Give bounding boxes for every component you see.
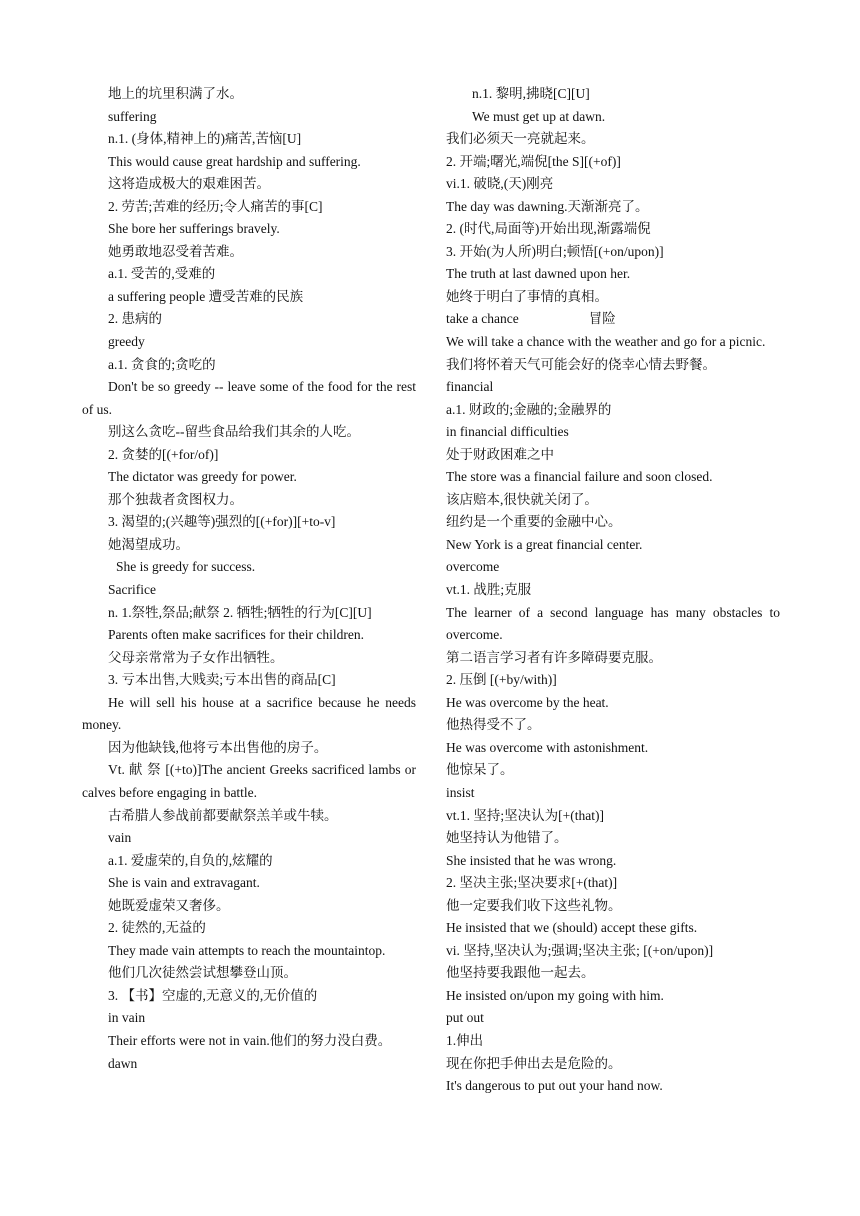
left-text-line: 父母亲常常为子女作出牺牲。: [108, 649, 284, 665]
left-text-line: Sacrifice: [108, 582, 156, 598]
right-text-line: n.1. 黎明,拂晓[C][U]: [472, 86, 590, 101]
left-text-line: 古希腊人参战前都要献祭羔羊或牛犊。: [108, 807, 338, 823]
right-text-line: a.1. 财政的;金融的;金融界的: [446, 401, 612, 417]
right-text-line: 纽约是一个重要的金融中心。: [446, 514, 622, 530]
left-text-line: a suffering people 遭受苦难的民族: [108, 288, 304, 304]
right-text-line: The day was dawning.天渐渐亮了。: [446, 198, 649, 214]
left-text-line: 3. 【书】空虚的,无意义的,无价值的: [108, 987, 318, 1003]
left-text-line: a.1. 贪食的;贪吃的: [108, 356, 216, 372]
left-text-line: 地上的坑里积满了水。: [108, 86, 243, 101]
phrase-term: take a chance: [446, 311, 519, 327]
left-text-line: 她渴望成功。: [108, 536, 189, 552]
right-paragraph: The learner of a second language has many obstacles to overcome.: [446, 604, 780, 643]
left-text-line: 2. 徒然的,无益的: [108, 920, 206, 936]
right-text-line: The truth at last dawned upon her.: [446, 266, 631, 282]
right-text-line: put out: [446, 1010, 484, 1026]
left-paragraph: Their efforts were not in vain.他们的努力没白费。: [108, 1032, 392, 1048]
left-text-line: Parents often make sacrifices for their children.: [108, 627, 365, 643]
right-text-line: 他坚持要我跟他一起去。: [446, 965, 595, 981]
right-text-line: 1.伸出: [446, 1032, 484, 1048]
left-text-line: in vain: [108, 1010, 146, 1026]
right-text-line: 2. 坚决主张;坚决要求[+(that)]: [446, 875, 618, 891]
right-text-line: He was overcome with astonishment.: [446, 739, 649, 755]
right-text-line: 现在你把手伸出去是危险的。: [446, 1055, 622, 1071]
left-text-line: 那个独裁者贪图权力。: [108, 491, 243, 507]
left-text-line: 3. 亏本出售,大贱卖;亏本出售的商品[C]: [108, 672, 336, 688]
left-text-line: 这将造成极大的艰难困苦。: [108, 176, 270, 192]
left-text-line: 3. 渴望的;(兴趣等)强烈的[(+for)][+to-v]: [108, 514, 336, 530]
left-text-line: greedy: [108, 334, 145, 350]
left-text-line: The dictator was greedy for power.: [108, 469, 297, 485]
right-text-line: financial: [446, 379, 494, 395]
right-text-line: 处于财政困难之中: [446, 446, 554, 462]
right-text-line: 他热得受不了。: [446, 717, 541, 733]
left-text-line: She is greedy for success.: [116, 559, 256, 575]
left-text-line: 别这么贪吃--留些食品给我们其余的人吃。: [108, 424, 360, 440]
left-text-line: 他们几次徒然尝试想攀登山顶。: [108, 965, 297, 981]
left-paragraph: Don't be so greedy -- leave some of the food for the rest of us.: [82, 379, 416, 417]
right-text-line: He insisted on/upon my going with him.: [446, 987, 664, 1003]
left-text-line: 她既爱虚荣又奢侈。: [108, 897, 230, 913]
right-text-line: 2. (时代,局面等)开始出现,渐露端倪: [446, 221, 651, 237]
right-column: [446, 83, 780, 1098]
left-paragraph: Vt. 献 祭 [(+to)]The ancient Greeks sacrificed lambs or calves before engaging in battle.: [82, 762, 416, 800]
left-text-line: 2. 劳苦;苦难的经历;令人痛苦的事[C]: [108, 198, 323, 214]
right-text-line: insist: [446, 784, 475, 800]
left-paragraph: They made vain attempts to reach the mountaintop.: [108, 942, 386, 958]
left-paragraph: He will sell his house at a sacrifice because he needs money.: [82, 694, 416, 733]
right-text-line: She insisted that he was wrong.: [446, 852, 617, 868]
right-text-line: vi.1. 破晓,(天)刚亮: [446, 176, 554, 192]
left-text-line: She bore her sufferings bravely.: [108, 221, 280, 237]
right-text-line: 他一定要我们收下这些礼物。: [446, 897, 622, 913]
right-text-line: 第二语言学习者有许多障碍要克服。: [446, 649, 662, 665]
left-text-line: a.1. 爱虚荣的,自负的,炫耀的: [108, 852, 273, 868]
right-text-line: 3. 开始(为人所)明白;顿悟[(+on/upon)]: [446, 243, 664, 259]
right-text-line: 她坚持认为他错了。: [446, 830, 568, 846]
right-text-line: 我们将怀着天气可能会好的侥幸心情去野餐。: [446, 356, 716, 372]
left-text-line: 2. 贪婪的[(+for/of)]: [108, 446, 219, 462]
left-text-line: 她勇敢地忍受着苦难。: [108, 243, 243, 259]
left-text-line: vain: [108, 830, 132, 846]
left-text-line: a.1. 受苦的,受难的: [108, 266, 216, 282]
right-text-line: It's dangerous to put out your hand now.: [446, 1078, 663, 1094]
right-text-line: 该店赔本,很快就关闭了。: [446, 491, 598, 507]
left-text-line: She is vain and extravagant.: [108, 875, 260, 891]
right-text-line: vt.1. 战胜;克服: [446, 582, 532, 598]
right-text-line: He was overcome by the heat.: [446, 694, 609, 710]
left-text-line: n.1. (身体,精神上的)痛苦,苦恼[U]: [108, 131, 302, 147]
phrase-meaning: 冒险: [588, 311, 616, 327]
left-text-line: 因为他缺钱,他将亏本出售他的房子。: [108, 739, 328, 755]
right-text-line: vi. 坚持,坚决认为;强调;坚决主张; [(+on/upon)]: [446, 942, 714, 958]
right-text-line: We must get up at dawn.: [472, 108, 606, 124]
right-text-line: in financial difficulties: [446, 424, 569, 440]
right-text-line: He insisted that we (should) accept these gifts.: [446, 920, 698, 936]
right-text-line: 我们必须天一亮就起来。: [446, 131, 595, 147]
right-text-line: The store was a financial failure and soon closed.: [446, 469, 713, 485]
left-text-line: 2. 患病的: [108, 311, 162, 327]
right-text-line: overcome: [446, 559, 500, 575]
left-text-line: n. 1.祭牲,祭品;献祭 2. 牺牲;牺牲的行为[C][U]: [108, 604, 372, 620]
right-text-line: 2. 压倒 [(+by/with)]: [446, 672, 557, 688]
right-text-line: 她终于明白了事情的真相。: [446, 288, 608, 304]
right-text-line: 他惊呆了。: [446, 762, 514, 778]
left-text-line: dawn: [108, 1055, 138, 1071]
right-text-line: 2. 开端;曙光,端倪[the S][(+of)]: [446, 153, 621, 169]
left-text-line: This would cause great hardship and suffering.: [108, 153, 361, 169]
left-column: [82, 83, 416, 1075]
right-text-line: vt.1. 坚持;坚决认为[+(that)]: [446, 807, 604, 823]
left-text-line: suffering: [108, 108, 157, 124]
right-phrase-line: [446, 308, 780, 331]
right-text-line: New York is a great financial center.: [446, 536, 643, 552]
right-paragraph: We will take a chance with the weather and go for a picnic.: [446, 334, 766, 350]
